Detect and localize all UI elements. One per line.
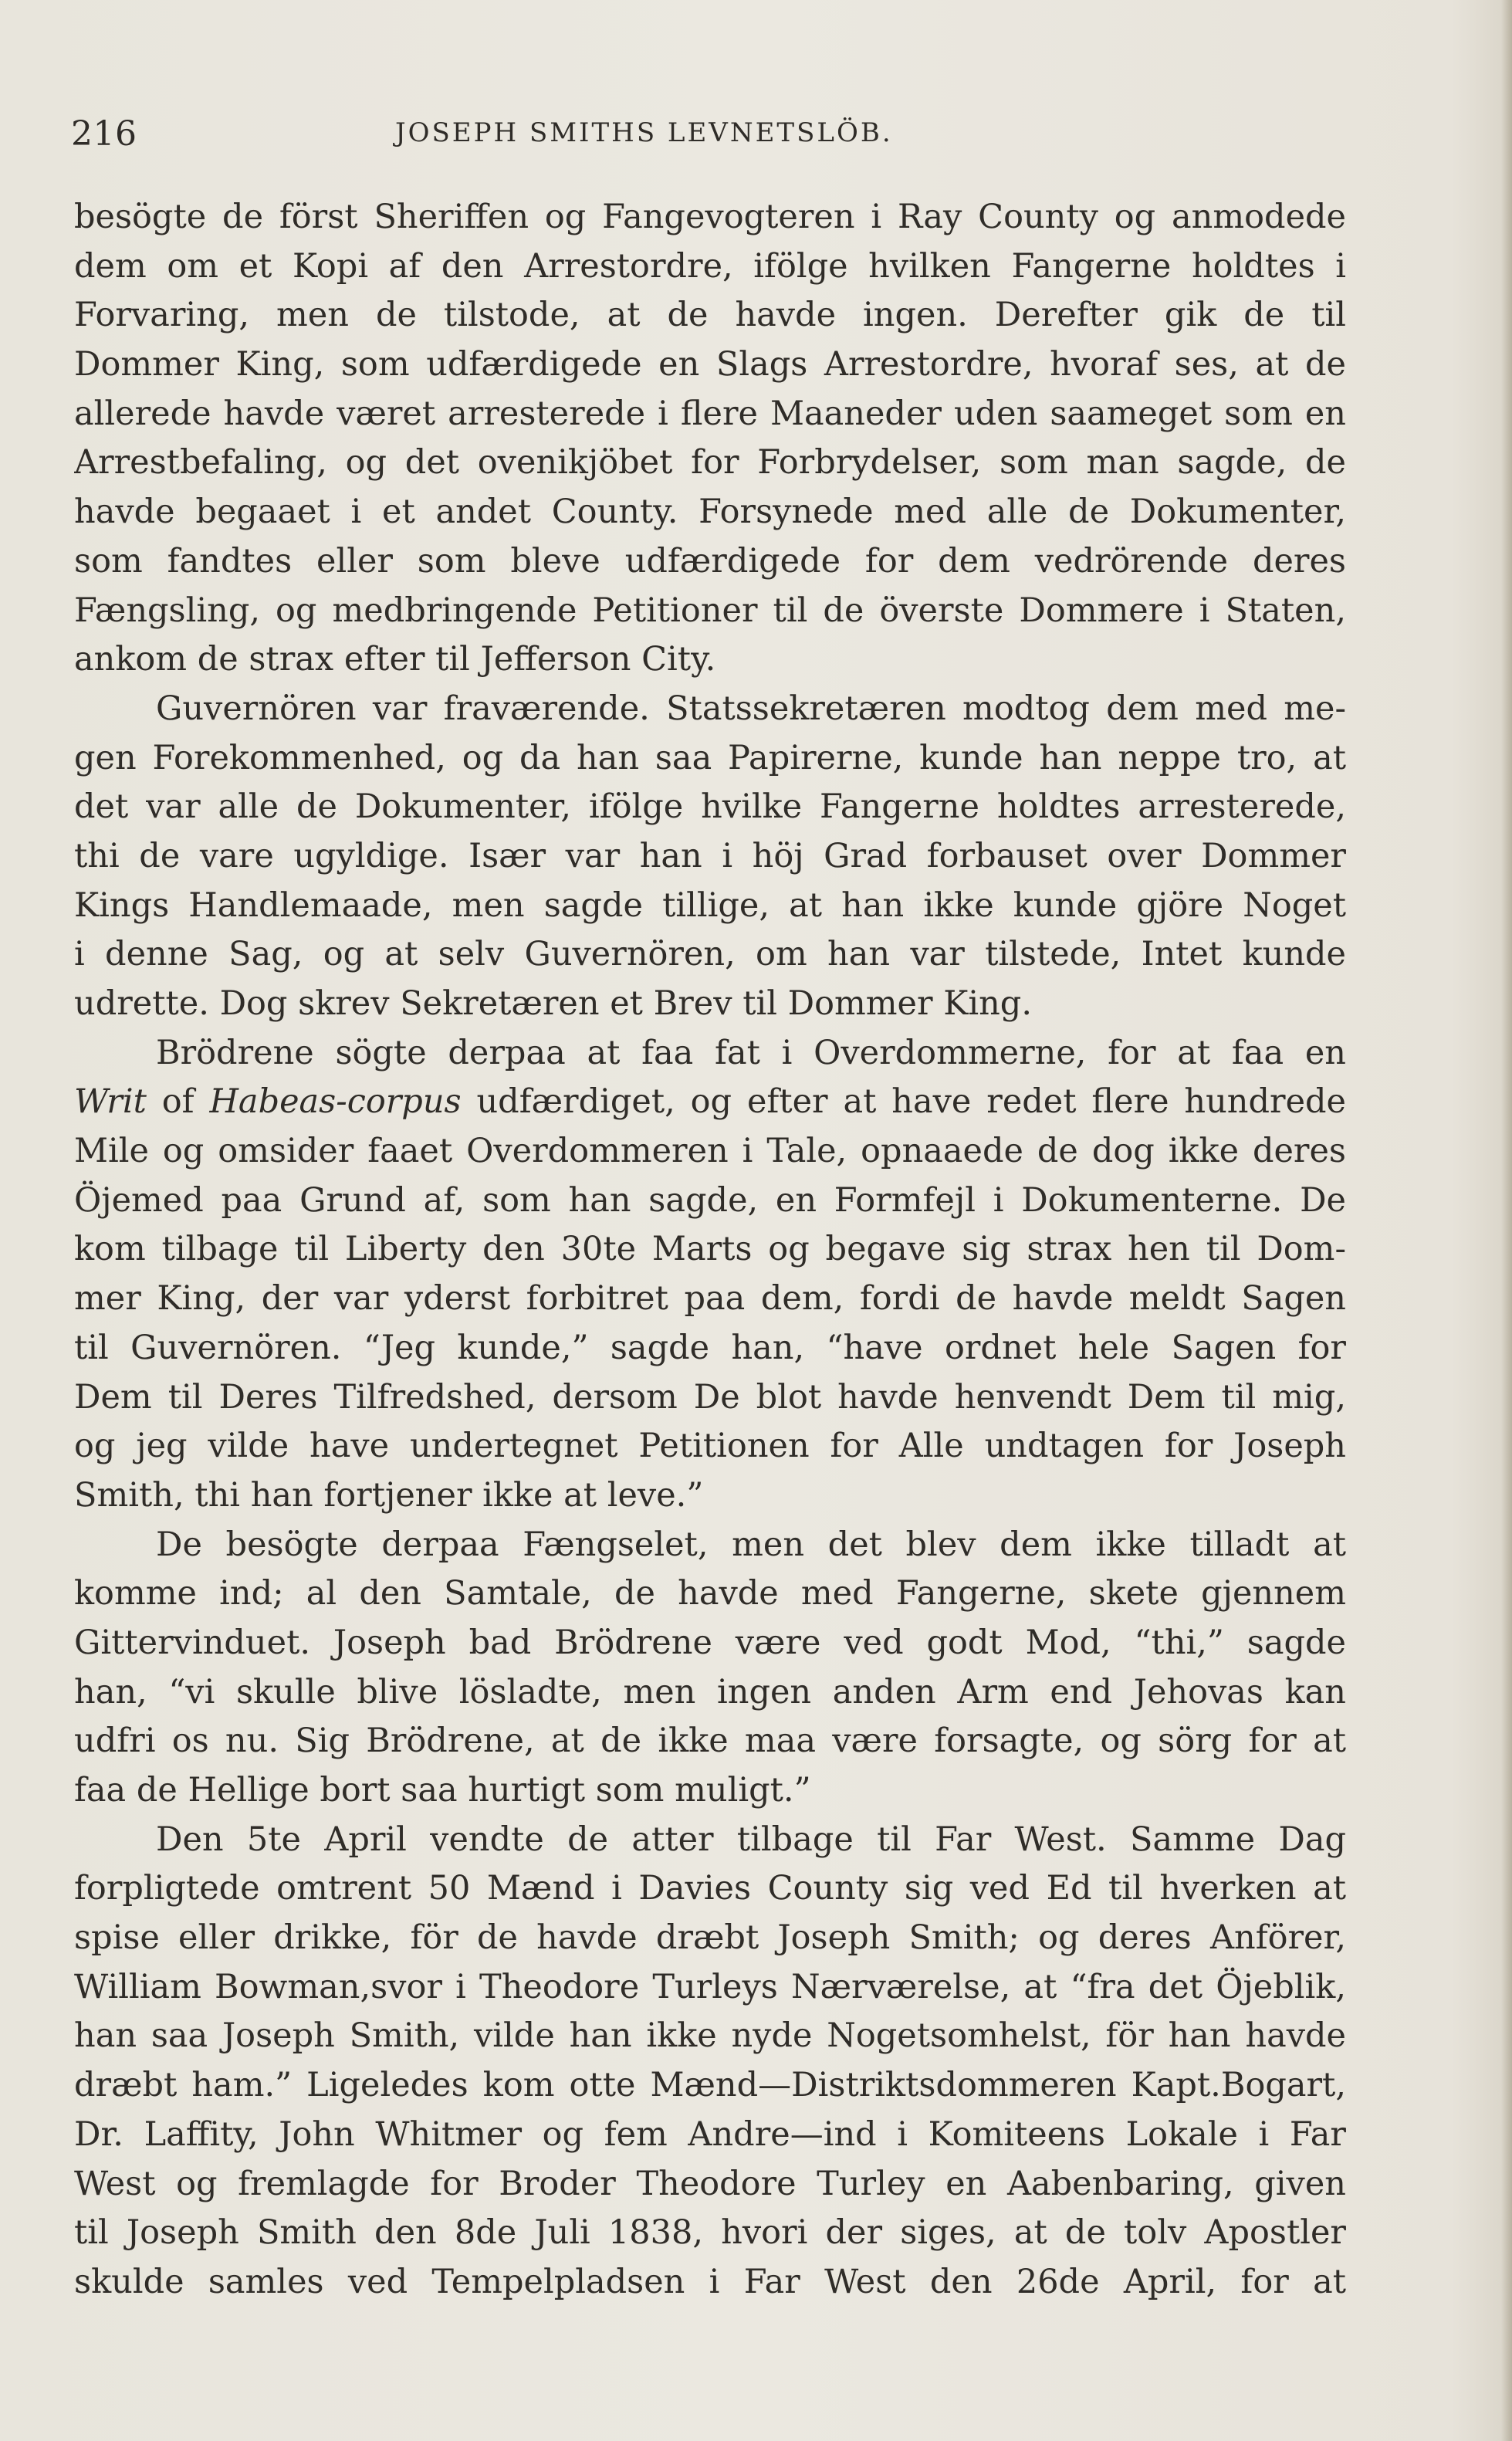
page-edge-shadow <box>1501 0 1512 2441</box>
text-line: til Guvernören. “Jeg kunde,” sagde han, “have ordnet hele Sagen for <box>74 1328 1346 1367</box>
text-line: ankom de strax efter til Jefferson City. <box>74 640 716 679</box>
text-line: Forvaring, men de tilstode, at de havde ingen. Derefter gik de til <box>74 296 1346 335</box>
text-line: Mile og omsider faaet Overdommeren i Tale, opnaaede de dog ikke deres <box>74 1132 1346 1171</box>
text-line: dem om et Kopi af den Arrestordre, ifölge hvilken Fangerne holdtes i <box>74 246 1346 286</box>
text-line: Den 5te April vendte de atter tilbage til Far West. Samme Dag <box>156 1820 1346 1859</box>
text-line: besögte de först Sheriffen og Fangevogteren i Ray County og anmodede <box>74 198 1346 236</box>
italic-term: Habeas-corpus <box>209 1082 462 1122</box>
text-line: det var alle de Dokumenter, ifölge hvilke Fangerne holdtes arresterede, <box>74 787 1346 827</box>
text-line: Fængsling, og medbringende Petitioner til de överste Dommere i Staten, <box>74 591 1346 630</box>
text-line: og jeg vilde have undertegnet Petitionen for Alle undtagen for Joseph <box>74 1427 1346 1466</box>
text-line: allerede havde været arresterede i flere Maaneder uden saameget som en <box>74 394 1346 433</box>
text-line: faa de Hellige bort saa hurtigt som muligt.” <box>74 1771 811 1810</box>
text-line: spise eller drikke, för de havde dræbt Joseph Smith; og deres Anförer, <box>74 1918 1346 1958</box>
text-line: Kings Handlemaade, men sagde tillige, at han ikke kunde gjöre Noget <box>74 885 1346 925</box>
text-line: Gittervinduet. Joseph bad Brödrene være ved godt Mod, “thi,” sagde <box>74 1623 1346 1662</box>
text-line: i denne Sag, og at selv Guvernören, om han var tilstede, Intet kunde <box>74 935 1346 974</box>
text-line: Dem til Deres Tilfredshed, dersom De blot havde henvendt Dem til mig, <box>74 1377 1346 1417</box>
italic-term: Writ <box>74 1082 147 1122</box>
page-number: 216 <box>71 114 137 154</box>
text-line: thi de vare ugyldige. Især var han i höj Grad forbauset over Dommer <box>74 836 1346 875</box>
text-line: gen Forekommenhed, og da han saa Papirerne, kunde han neppe tro, at <box>74 738 1346 777</box>
running-head: JOSEPH SMITHS LEVNETSLÖB. <box>395 117 893 148</box>
text-line: Dommer King, som udfærdigede en Slags Arrestordre, hvoraf ses, at de <box>74 345 1346 384</box>
text-line: Guvernören var fraværende. Statssekretæren modtog dem med me- <box>156 689 1346 728</box>
text-line <box>74 1078 1346 1127</box>
text-line: Arrestbefaling, og det ovenikjöbet for Forbrydelser, som man sagde, de <box>74 443 1346 482</box>
body-text <box>74 193 1346 2307</box>
text-line: havde begaaet i et andet County. Forsynede med alle de Dokumenter, <box>74 493 1346 532</box>
text-line: som fandtes eller som bleve udfærdigede for dem vedrörende deres <box>74 541 1346 581</box>
text-line: han, “vi skulle blive lösladte, men ingen anden Arm end Jehovas kan <box>74 1672 1346 1711</box>
text-line: Dr. Laffity, John Whitmer og fem Andre—ind i Komiteens Lokale i Far <box>74 2114 1346 2154</box>
text-line: forpligtede omtrent 50 Mænd i Davies County sig ved Ed til hverken at <box>74 1869 1346 1908</box>
text-line: udfri os nu. Sig Brödrene, at de ikke maa være forsagte, og sörg for at <box>74 1722 1346 1761</box>
text-line: mer King, der var yderst forbitret paa dem, fordi de havde meldt Sagen <box>74 1279 1346 1319</box>
text-line: William Bowman,svor i Theodore Turleys Nærværelse, at “fra det Öjeblik, <box>74 1967 1346 2006</box>
text-line: Öjemed paa Grund af, som han sagde, en Formfejl i Dokumenterne. De <box>74 1180 1346 1220</box>
text-line: Brödrene sögte derpaa at faa fat i Overdommerne, for at faa en <box>156 1033 1346 1072</box>
text-line: komme ind; al den Samtale, de havde med Fangerne, skete gjennem <box>74 1574 1346 1613</box>
text-line: De besögte derpaa Fængselet, men det blev dem ikke tilladt at <box>156 1525 1346 1564</box>
text-line: Smith, thi han fortjener ikke at leve.” <box>74 1475 704 1515</box>
text-segment: of <box>146 1082 210 1122</box>
text-line: kom tilbage til Liberty den 30te Marts og begave sig strax hen til Dom- <box>74 1230 1346 1269</box>
text-line: dræbt ham.” Ligeledes kom otte Mænd—Distriktsdommeren Kapt.Bogart, <box>74 2066 1346 2105</box>
text-line: til Joseph Smith den 8de Juli 1838, hvori der siges, at de tolv Apostler <box>74 2213 1346 2253</box>
text-segment: udfærdiget, og efter at have redet flere hundrede <box>461 1082 1346 1122</box>
page-header <box>71 114 1345 161</box>
text-line: han saa Joseph Smith, vilde han ikke nyde Nogetsomhelst, för han havde <box>74 2016 1346 2056</box>
text-line: skulde samles ved Tempelpladsen i Far West den 26de April, for at <box>74 2262 1346 2301</box>
text-line: udrette. Dog skrev Sekretæren et Brev til Dommer King. <box>74 984 1032 1023</box>
text-line: West og fremlagde for Broder Theodore Turley en Aabenbaring, given <box>74 2164 1346 2203</box>
